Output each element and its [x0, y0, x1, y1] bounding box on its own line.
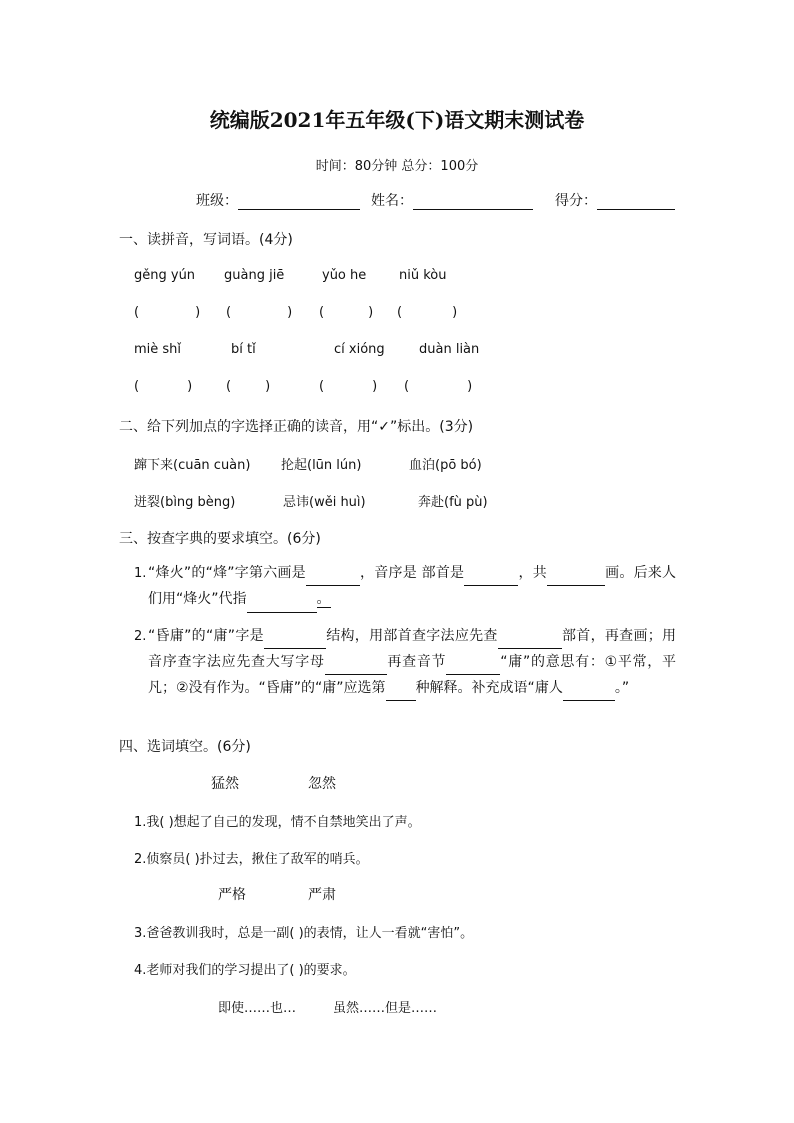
- q2-text-h: 种解释。补充成语“庸: [415, 680, 549, 696]
- section-4-heading: 四、选词填空。(6分): [119, 739, 251, 755]
- q1-text-b: ，音序是 部首是: [359, 565, 465, 581]
- q1-text-e: 来人们用“烽火”代指: [148, 565, 677, 607]
- answer-paren-8[interactable]: ( ): [404, 379, 473, 394]
- q1-blank-strokes[interactable]: [547, 571, 605, 586]
- q1-text-a: “烽火”的“烽”字第六画是: [148, 565, 306, 581]
- name-blank[interactable]: [413, 195, 533, 210]
- answer-paren-4[interactable]: ( ): [397, 305, 458, 320]
- exam-meta: 时间：80分钟 总分：100分: [315, 159, 479, 174]
- pinyin-3: yǔo he: [322, 268, 367, 283]
- reading-item[interactable]: 忌讳(wěi huì): [283, 495, 366, 510]
- answer-paren-5[interactable]: ( ): [134, 379, 193, 394]
- pinyin-4: niǔ kòu: [399, 268, 447, 283]
- q2-text-e: 再查音节: [386, 654, 447, 670]
- name-label: 姓名：: [371, 193, 413, 209]
- answer-paren-3[interactable]: ( ): [319, 305, 374, 320]
- q2-text-d: 画；用音序查字法应先查大写字母: [148, 628, 677, 670]
- fill-question-1[interactable]: 1.我( )想起了自己的发现，情不自禁地笑出了声。: [134, 815, 421, 830]
- reading-item[interactable]: 迸裂(bìng bèng): [134, 495, 236, 510]
- question-number: 1.: [134, 566, 147, 581]
- word-option: 猛然: [211, 776, 239, 792]
- pinyin-8: duàn liàn: [419, 342, 480, 357]
- fill-question-4[interactable]: 4.老师对我们的学习提出了( )的要求。: [134, 963, 356, 978]
- pinyin-5: miè shǐ: [134, 342, 182, 357]
- dictionary-question-1: [148, 560, 676, 613]
- section-1-heading: 一、读拼音，写词语。(4分): [119, 232, 293, 248]
- q1-text-d: 画。后: [604, 565, 648, 581]
- q1-text-f: 。: [316, 591, 331, 607]
- q2-blank-structure[interactable]: [264, 634, 326, 649]
- q2-blank-syllable[interactable]: [446, 660, 500, 675]
- class-label: 班级：: [196, 193, 238, 209]
- q1-blank-meaning[interactable]: [247, 598, 317, 613]
- q2-text-a: “昏庸”的“庸”字是: [148, 628, 264, 644]
- q2-text-j: 。”: [614, 680, 630, 696]
- score-label: 得分：: [555, 193, 597, 209]
- q2-blank-idiom[interactable]: [563, 686, 615, 701]
- reading-item[interactable]: 奔赴(fù pù): [418, 495, 488, 510]
- q2-text-b: 结构，用部首查字法应先查: [325, 628, 498, 644]
- dictionary-question-2: [148, 623, 676, 701]
- question-number: 2.: [134, 629, 147, 644]
- reading-item[interactable]: 血泊(pō bó): [409, 458, 482, 473]
- q1-blank-stroke[interactable]: [306, 571, 360, 586]
- reading-item[interactable]: 蹿下来(cuān cuàn): [134, 458, 251, 473]
- q2-text-i: 人: [548, 680, 563, 696]
- section-3-heading: 三、按查字典的要求填空。(6分): [119, 531, 321, 547]
- score-blank[interactable]: [597, 195, 675, 210]
- word-option: 严肃: [308, 887, 336, 903]
- fill-question-2[interactable]: 2.侦察员( )扑过去，揪住了敌军的哨兵。: [134, 852, 369, 867]
- pinyin-7: cí xióng: [334, 342, 385, 357]
- pinyin-1: gěng yún: [134, 268, 196, 283]
- class-blank[interactable]: [238, 195, 360, 210]
- q2-text-c: 部首，再查: [561, 628, 634, 644]
- pinyin-2: guàng jiē: [224, 268, 285, 283]
- word-option: 严格: [218, 887, 246, 903]
- q1-text-c: ，共: [518, 565, 547, 581]
- answer-paren-6[interactable]: ( ): [226, 379, 271, 394]
- name-field: [371, 190, 533, 210]
- answer-paren-2[interactable]: ( ): [226, 305, 293, 320]
- answer-paren-7[interactable]: ( ): [319, 379, 378, 394]
- q2-text-f: “庸”的意思有：①平: [500, 654, 633, 670]
- q2-blank-choice[interactable]: [386, 686, 416, 701]
- page-title: 统编版2021年五年级(下)语文期末测试卷: [209, 108, 585, 132]
- q2-blank-radical[interactable]: [498, 634, 562, 649]
- q2-text-g: 常，平凡；②没有作为。“昏庸”的“庸”应选第: [148, 654, 677, 696]
- word-option: 忽然: [308, 776, 336, 792]
- section-2-heading: 二、给下列加点的字选择正确的读音，用“✓”标出。(3分): [119, 419, 474, 435]
- word-option: 即使……也…: [218, 1001, 297, 1016]
- answer-paren-1[interactable]: ( ): [134, 305, 201, 320]
- score-field: [555, 190, 675, 210]
- pinyin-6: bí tǐ: [231, 342, 256, 357]
- class-field: [196, 190, 360, 210]
- reading-item[interactable]: 抡起(lūn lún): [281, 458, 362, 473]
- q1-blank-radical[interactable]: [464, 571, 518, 586]
- word-option: 虽然……但是……: [333, 1001, 438, 1016]
- q2-blank-letter[interactable]: [325, 660, 387, 675]
- fill-question-3[interactable]: 3.爸爸教训我时，总是一副( )的表情，让人一看就“害怕”。: [134, 926, 474, 941]
